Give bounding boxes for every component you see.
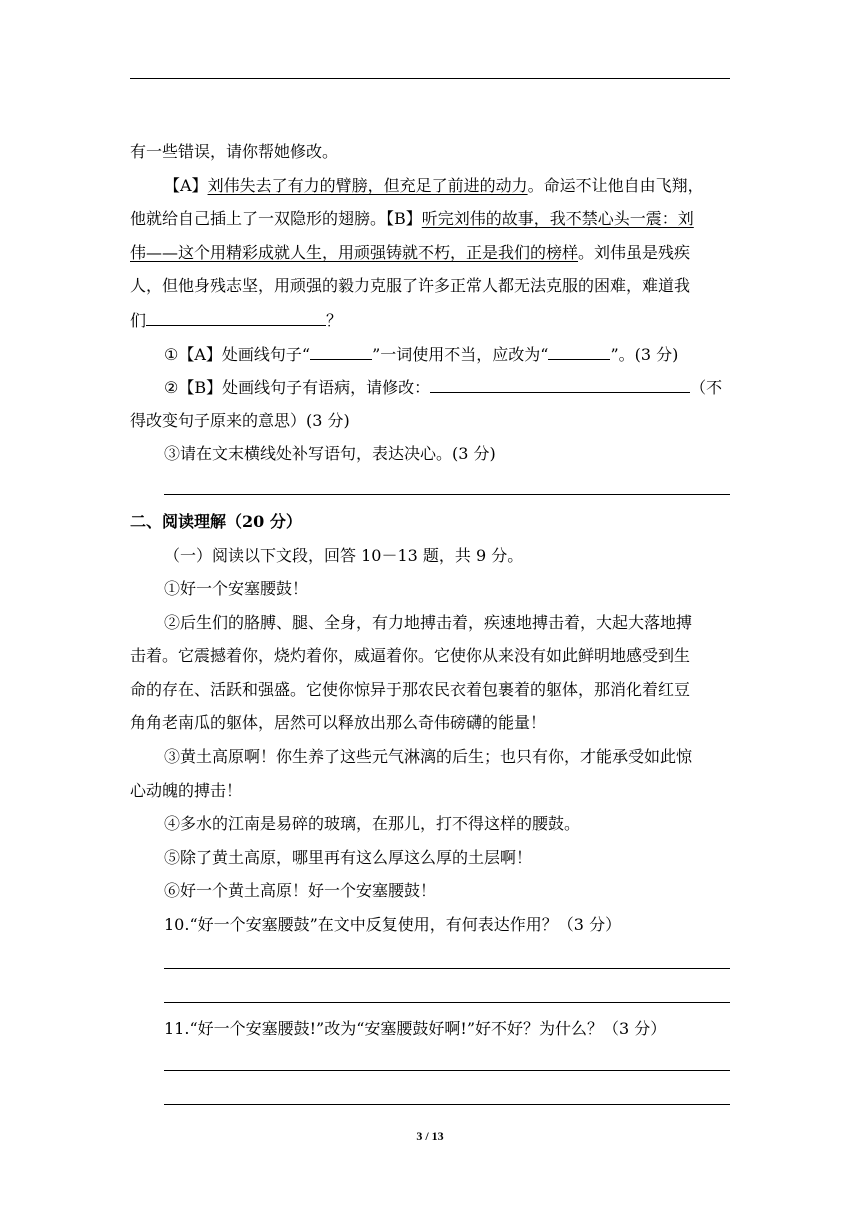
page-number: 3 / 13 xyxy=(416,1129,444,1143)
answer-line[interactable] xyxy=(164,1104,730,1105)
passage-text: 人，但他身残志坚，用顽强的毅力克服了许多正常人都无法克服的困难，难道我 xyxy=(130,276,691,295)
header-rule xyxy=(130,78,730,79)
question-item-1: ①【A】处画线句子“ ”一词使用不当，应改为“ ”。(3 分) xyxy=(164,345,679,364)
passage-line xyxy=(130,242,690,264)
marker-a: 【A】 xyxy=(164,176,208,195)
fill-blank[interactable] xyxy=(430,376,690,393)
fill-blank[interactable] xyxy=(310,343,372,360)
reading-paragraph: 命的存在、活跃和强盛。它使你惊异于那农民衣着包裹着的躯体，那消化着红豆 xyxy=(130,680,691,699)
reading-paragraph: 角角老南瓜的躯体，居然可以释放出那么奇伟磅礴的能量！ xyxy=(130,713,547,732)
passage-line xyxy=(130,208,694,230)
answer-line[interactable] xyxy=(164,494,730,495)
reading-paragraph: ⑥好一个黄土高原！好一个安塞腰鼓！ xyxy=(164,881,437,900)
answer-line[interactable] xyxy=(164,968,730,969)
question-item-2-cont: 得改变句子原来的意思）(3 分) xyxy=(130,411,350,430)
reading-paragraph: ③黄土高原啊！你生养了这些元气淋漓的后生；也只有你，才能承受如此惊 xyxy=(164,747,693,766)
underlined-sentence-b: 伟——这个用精彩成就人生，用顽强铸就不朽，正是我们的榜样 xyxy=(130,243,579,262)
reading-paragraph: 心动魄的搏击！ xyxy=(130,781,243,800)
underlined-sentence-a: 刘伟失去了有力的臂膀，但充足了前进的动力 xyxy=(207,176,528,195)
reading-paragraph: ②后生们的胳膊、腿、全身，有力地搏击着，疾速地搏击着，大起大落地搏 xyxy=(164,613,693,632)
question-10: 10.“好一个安塞腰鼓”在文中反复使用，有何表达作用？（3 分） xyxy=(164,915,622,934)
sub-intro: （一）阅读以下文段，回答 10－13 题，共 9 分。 xyxy=(164,546,524,565)
passage-line xyxy=(130,309,342,332)
passage-text: 们 xyxy=(130,311,147,330)
question-item-3: ③请在文末横线处补写语句，表达决心。(3 分) xyxy=(164,444,496,463)
fill-blank[interactable] xyxy=(548,343,610,360)
reading-paragraph: ④多水的江南是易碎的玻璃，在那儿，打不得这样的腰鼓。 xyxy=(164,814,581,833)
passage-text: 。命运不让他自由飞翔， xyxy=(527,176,704,195)
passage-text: 有一些错误，请你帮她修改。 xyxy=(130,142,339,161)
answer-line[interactable] xyxy=(164,1070,730,1071)
passage-text: ？ xyxy=(326,311,343,330)
question-item-2: ②【B】处画线句子有语病，请修改： （不 xyxy=(164,378,723,397)
passage-line xyxy=(130,275,690,297)
section-heading: 二、阅读理解（20 分） xyxy=(130,512,302,531)
passage-line xyxy=(130,141,338,163)
passage-line xyxy=(164,175,704,197)
answer-line[interactable] xyxy=(164,1002,730,1003)
reading-paragraph: ①好一个安塞腰鼓！ xyxy=(164,579,309,598)
reading-paragraph: ⑤除了黄土高原，哪里再有这么厚这么厚的土层啊！ xyxy=(164,848,533,867)
fill-blank[interactable] xyxy=(146,309,326,326)
question-11: 11.“好一个安塞腰鼓!”改为“安塞腰鼓好啊!”好不好？为什么？（3 分） xyxy=(164,1019,667,1038)
reading-paragraph: 击着。它震撼着你，烧灼着你，威逼着你。它使你从来没有如此鲜明地感受到生 xyxy=(130,646,691,665)
passage-text: 他就给自己插上了一双隐形的翅膀。【B】 xyxy=(130,209,422,228)
underlined-sentence-b: 听完刘伟的故事，我不禁心头一震：刘 xyxy=(421,209,694,228)
passage-text: 。刘伟虽是残疾 xyxy=(578,243,691,262)
